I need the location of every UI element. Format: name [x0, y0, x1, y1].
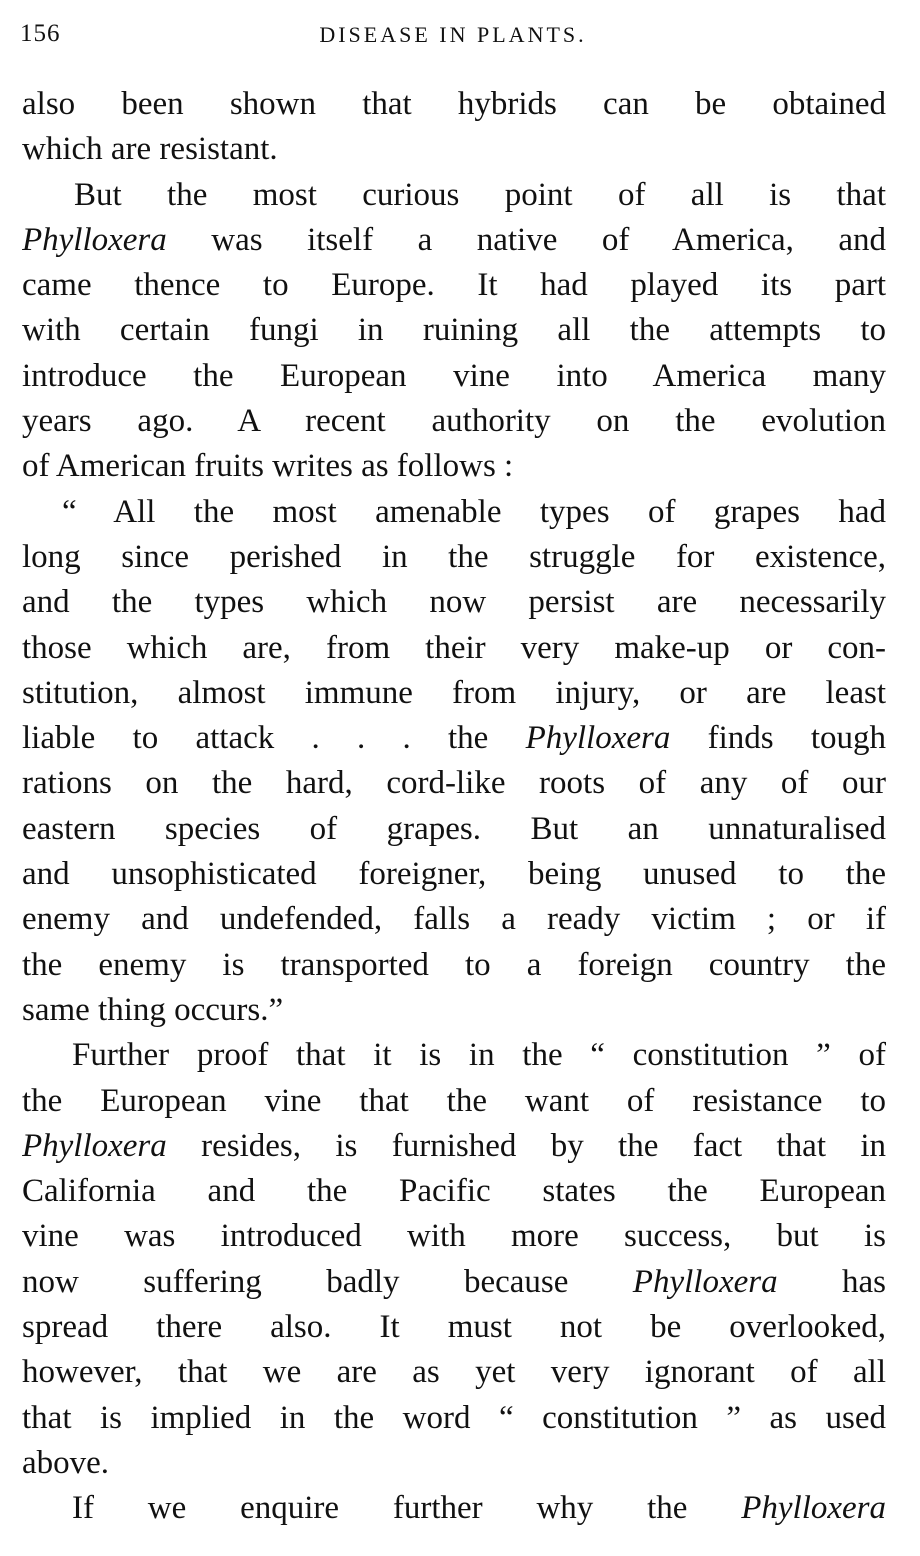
text-line [22, 399, 886, 444]
text-segment: that is implied in the word “ constitution ” as used [22, 1399, 886, 1436]
text-segment: introduce the European vine into America many [22, 357, 886, 394]
text-line [22, 308, 886, 353]
text-segment: Further proof that it is in the “ constitution ” of [72, 1037, 886, 1074]
text-segment: and unsophisticated foreigner, being unused to the [22, 856, 886, 893]
text-segment: with certain fungi in ruining all the attempts to [22, 312, 886, 349]
text-segment: and the types which now persist are necessarily [22, 584, 886, 621]
text-segment: also been shown that hybrids can be obtained [22, 86, 886, 122]
italic-term: Phylloxera [525, 720, 671, 757]
text-line [22, 716, 886, 761]
text-line [22, 852, 886, 897]
text-line [22, 1441, 886, 1486]
text-segment: stitution, almost immune from injury, or are least [22, 674, 886, 711]
text-line [22, 897, 886, 942]
text-line [22, 1079, 886, 1124]
page-number: 156 [20, 20, 61, 47]
text-line [22, 1260, 886, 1305]
text-segment: rations on the hard, cord-like roots of any of our [22, 765, 886, 802]
text-line [22, 218, 886, 263]
text-line [22, 535, 886, 580]
text-segment: If we enquire further why the [72, 1490, 742, 1527]
text-line [22, 1305, 886, 1350]
text-segment: the European vine that the want of resistance to [22, 1082, 886, 1119]
text-line [22, 490, 886, 535]
text-line [22, 263, 886, 308]
text-line [22, 807, 886, 852]
text-line [22, 1033, 886, 1078]
text-segment: of American fruits writes as follows : [22, 448, 514, 485]
italic-term: Phylloxera [632, 1263, 778, 1300]
text-segment: spread there also. It must not be overlooked, [22, 1309, 886, 1346]
italic-term: Phylloxera [741, 1490, 886, 1527]
text-segment: however, that we are as yet very ignorant of all [22, 1354, 886, 1391]
text-line [22, 1214, 886, 1259]
text-segment: liable to attack . . . the [22, 720, 526, 757]
text-segment: “ All the most amenable types of grapes had [62, 493, 886, 530]
text-segment: was itself a native of America, and [166, 221, 886, 258]
text-line [22, 580, 886, 625]
text-line [22, 173, 886, 218]
text-segment: enemy and undefended, falls a ready victim ; or if [22, 901, 886, 938]
text-segment: same thing occurs.” [22, 991, 284, 1028]
text-segment: eastern species of grapes. But an unnaturalised [22, 810, 886, 847]
text-line [22, 761, 886, 806]
text-segment: above. [22, 1444, 110, 1481]
text-line [22, 988, 886, 1033]
text-line [22, 1486, 886, 1531]
text-segment: has [777, 1263, 886, 1300]
text-line [22, 943, 886, 988]
page-header [20, 20, 886, 54]
text-segment: resides, is furnished by the fact that in [166, 1127, 886, 1164]
text-segment: finds tough [670, 720, 886, 757]
text-line [22, 444, 886, 489]
text-line [22, 671, 886, 716]
text-line [22, 127, 886, 172]
text-line [22, 82, 886, 127]
italic-term: Phylloxera [22, 221, 167, 258]
text-segment: now suffering badly because [22, 1263, 633, 1300]
text-segment: long since perished in the struggle for existence, [22, 538, 886, 575]
text-line [22, 354, 886, 399]
text-line [22, 1396, 886, 1441]
text-segment: which are resistant. [22, 131, 278, 168]
italic-term: Phylloxera [22, 1127, 167, 1164]
body-text [22, 82, 886, 1532]
text-line [22, 1124, 886, 1169]
text-segment: the enemy is transported to a foreign country the [22, 946, 886, 983]
text-segment: vine was introduced with more success, but is [22, 1218, 886, 1255]
text-segment: years ago. A recent authority on the evolution [22, 403, 886, 440]
text-segment: came thence to Europe. It had played its part [22, 267, 886, 304]
text-segment: California and the Pacific states the European [22, 1173, 886, 1210]
text-segment: those which are, from their very make-up or con- [22, 629, 886, 666]
text-segment: But the most curious point of all is that [74, 176, 886, 213]
running-head: DISEASE IN PLANTS. [319, 22, 587, 47]
text-line [22, 626, 886, 671]
text-line [22, 1350, 886, 1395]
text-line [22, 1169, 886, 1214]
